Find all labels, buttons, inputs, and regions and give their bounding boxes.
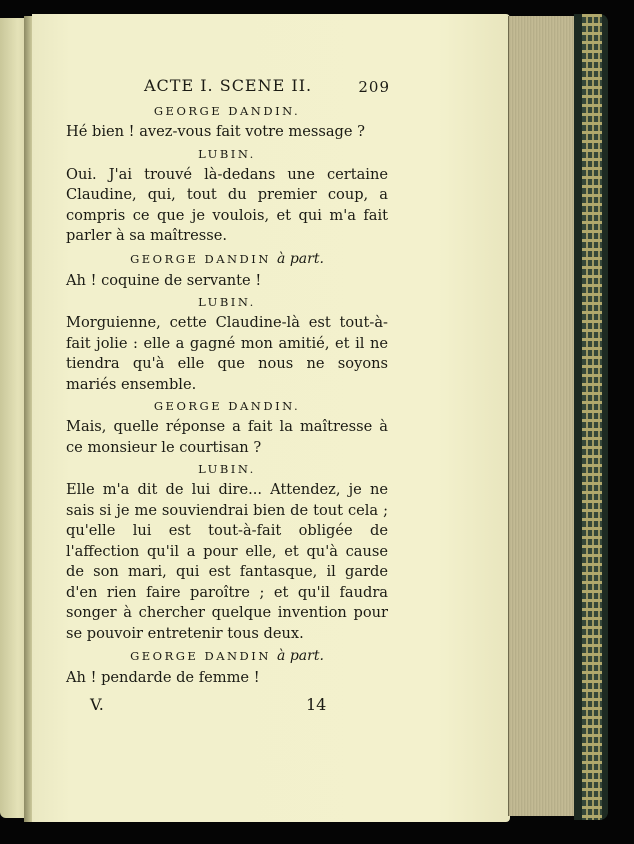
page-footer — [66, 695, 388, 719]
speaker-name: LUBIN. — [198, 295, 256, 309]
stage-direction: à part. — [277, 250, 324, 267]
speech-text: Elle m'a dit de lui dire... Attendez, je ne sais si je me souviendrai bien de tout cela ; qu'elle lui est tout-à-fait obligée de l'affection qu'il a pour elle, et qu'à cause de son mari, qui est fantasque, il garde d'en rien faire paroître ; et qu'il faudra songer à chercher quelque invention pour se pouvoir entretenir tous deux. — [66, 481, 388, 642]
speech-text: Ah ! pendarde de femme ! — [66, 669, 260, 686]
speech-text: Morguienne, cette Claudine-là est tout-à-fait jolie : elle a gagné mon amitié, et il ne tiendra qu'à elle que nous ne soyons mariés ensemble. — [66, 314, 388, 393]
page-text — [66, 70, 388, 719]
speaker-name: GEORGE DANDIN à part. — [130, 648, 324, 664]
sheet-number: 14 — [306, 694, 327, 714]
page-edges — [508, 16, 577, 816]
speech-text: Hé bien ! avez-vous fait votre message ? — [66, 123, 365, 140]
speaker-name: GEORGE DANDIN. — [153, 104, 301, 118]
signature-mark: V. — [90, 694, 104, 714]
page-number: 209 — [358, 78, 390, 96]
spine-ornament — [582, 14, 602, 820]
speech-text: Mais, quelle réponse a fait la maîtresse à ce monsieur le courtisan ? — [66, 418, 388, 456]
speaker-name: LUBIN. — [198, 146, 256, 161]
speech-text: Oui. J'ai trouvé là-dedans une certaine Claudine, qui, tout du premier coup, a compris ce que je voulois, et qui m'a fait parler à sa maîtresse. — [66, 165, 388, 244]
speaker-name: LUBIN. — [198, 462, 256, 476]
book-spine — [574, 14, 608, 820]
running-header — [66, 70, 388, 100]
speech-text: Ah ! coquine de servante ! — [66, 271, 262, 289]
speaker-name: GEORGE DANDIN à part. — [130, 250, 324, 267]
speaker-name: GEORGE DANDIN. — [153, 399, 301, 413]
running-title: ACTE I. SCENE II. — [144, 76, 313, 95]
stage-direction: à part. — [277, 648, 324, 664]
